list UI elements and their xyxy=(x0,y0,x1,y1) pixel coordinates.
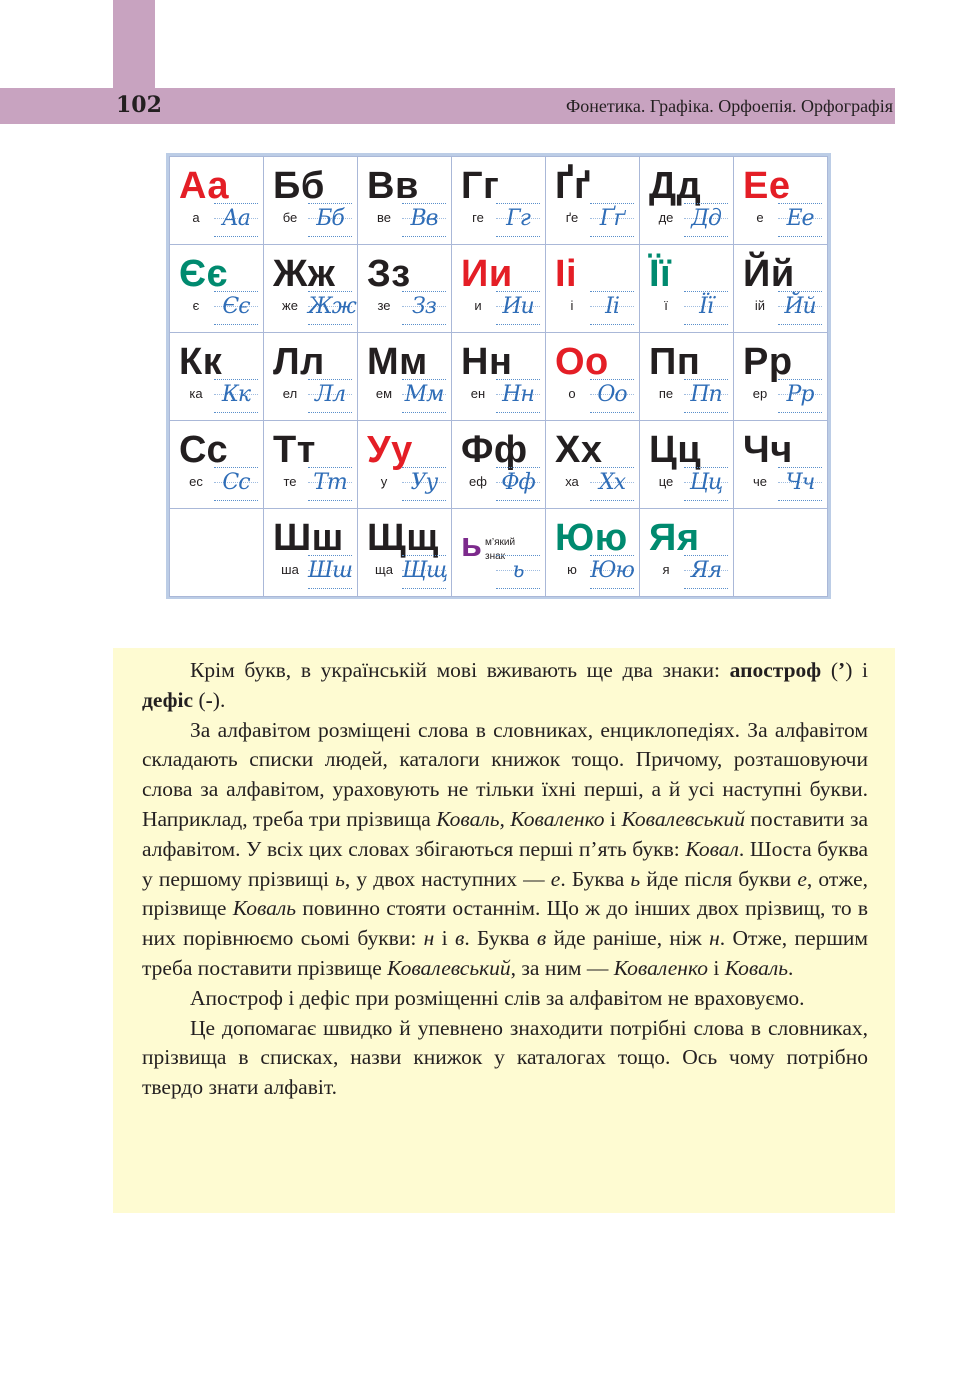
handwritten-letter-sample xyxy=(778,291,822,325)
paragraph-signs xyxy=(142,656,868,716)
alphabet-cell xyxy=(264,421,358,509)
handwritten-letter-sample xyxy=(684,203,728,237)
alphabet-cell xyxy=(358,157,452,245)
handwritten-letter-sample xyxy=(684,291,728,325)
text-run: ) і xyxy=(845,658,868,682)
letter-pair: Пп xyxy=(649,341,701,383)
text-run: . Шоста буква у першому прізвищі xyxy=(142,836,868,891)
handwritten-letter-text: Ґґ xyxy=(599,206,625,231)
text-run: . Буква xyxy=(560,866,631,891)
handwritten-letter-text: Кк xyxy=(221,382,251,407)
italic-term: Коваленко xyxy=(613,955,708,980)
letter-name: бе xyxy=(282,210,298,225)
letter-name: ес xyxy=(189,474,203,489)
handwritten-letter-sample xyxy=(778,467,822,501)
italic-term: Ковал xyxy=(685,836,739,861)
paragraph-apostrophe-hyphen xyxy=(142,984,868,1014)
handwritten-letter-sample xyxy=(496,467,540,501)
letter-name: ел xyxy=(282,386,298,401)
alphabet-cell xyxy=(640,245,734,333)
handwritten-letter-sample xyxy=(308,555,352,589)
handwritten-letter-text: Дд xyxy=(691,206,721,231)
text-run: , за ним — xyxy=(510,955,614,980)
handwritten-letter-text: ь xyxy=(512,558,524,583)
letter-name: же xyxy=(282,298,298,313)
alphabet-cell xyxy=(734,421,828,509)
letter-pair: Тт xyxy=(273,429,316,471)
handwritten-letter-sample xyxy=(496,291,540,325)
handwritten-letter-text: Щщ xyxy=(402,558,448,583)
alphabet-cell xyxy=(452,421,546,509)
alphabet-cell xyxy=(264,509,358,597)
text-run: Апостроф і дефіс при розміщенні слів за алфавітом не враховуємо. xyxy=(190,985,805,1010)
handwritten-letter-text: Вв xyxy=(410,206,438,231)
alphabet-cell xyxy=(546,333,640,421)
text-run: і xyxy=(707,955,725,980)
handwritten-letter-text: Нн xyxy=(502,382,534,407)
handwritten-letter-text: Ии xyxy=(502,294,534,319)
text-run: Це допомагає швидко й упевнено знаходити потрібні слова в словниках, прізвища в списках, назви книжок у каталогах тощо. Ось чому потрібно твердо знати алфавіт. xyxy=(142,1015,868,1100)
text-run: і xyxy=(604,806,622,831)
letter-pair: Зз xyxy=(367,253,411,295)
alphabet-cell xyxy=(546,157,640,245)
letter-name: ер xyxy=(752,386,768,401)
handwritten-letter-text: Яя xyxy=(690,558,722,583)
alphabet-cell xyxy=(170,509,264,597)
text-run: поставити за алфавітом. У всіх цих словах збігаються перші п’ять букв: xyxy=(142,806,868,861)
text-run: йде раніше, ніж xyxy=(546,926,710,951)
alphabet-cell xyxy=(264,245,358,333)
handwritten-letter-text: Жж xyxy=(308,294,356,319)
alphabet-cell xyxy=(452,333,546,421)
letter-name: те xyxy=(283,474,297,489)
handwritten-letter-text: Фф xyxy=(501,470,535,495)
letter-name: пе xyxy=(658,386,674,401)
letter-pair: Чч xyxy=(743,429,793,471)
handwritten-letter-text: Зз xyxy=(412,294,436,319)
letter-name: де xyxy=(658,210,674,225)
alphabet-cell xyxy=(640,421,734,509)
alphabet-cell xyxy=(640,509,734,597)
letter-pair: Іі xyxy=(555,253,578,295)
text-run: , отже, прізвище xyxy=(142,866,868,921)
handwritten-letter-sample xyxy=(590,291,634,325)
italic-term: в xyxy=(536,926,547,951)
alphabet-cell xyxy=(358,333,452,421)
alphabet-cell xyxy=(452,245,546,333)
letter-pair: Аа xyxy=(179,165,230,207)
bold-term: дефіс xyxy=(142,687,194,712)
handwritten-letter-sample xyxy=(684,379,728,413)
italic-term: н xyxy=(709,926,720,951)
handwritten-letter-sample xyxy=(778,203,822,237)
letter-pair: Уу xyxy=(367,429,413,471)
letter-name: ій xyxy=(754,298,766,313)
letter-name: є xyxy=(192,298,200,313)
text-run: ). xyxy=(212,687,226,712)
letter-name: ем xyxy=(375,386,393,401)
alphabet-cell xyxy=(546,509,640,597)
italic-term: в xyxy=(454,926,465,951)
handwritten-letter-sample xyxy=(590,203,634,237)
letter-name: у xyxy=(380,474,388,489)
letter-pair: Фф xyxy=(461,429,528,471)
letter-pair: Мм xyxy=(367,341,428,383)
bold-term: ’ xyxy=(838,658,846,682)
alphabet-table xyxy=(166,153,831,599)
letter-name: еф xyxy=(469,474,487,489)
handwritten-letter-sample xyxy=(402,467,446,501)
handwritten-letter-text: Іі xyxy=(605,294,619,319)
letter-name: я xyxy=(662,562,670,577)
letter-pair: Рр xyxy=(743,341,793,383)
handwritten-letter-sample xyxy=(684,555,728,589)
handwritten-letter-sample xyxy=(590,555,634,589)
handwritten-letter-text: Сс xyxy=(222,470,250,495)
alphabet-cell xyxy=(734,509,828,597)
text-run: ( xyxy=(193,687,206,712)
letter-name: а xyxy=(192,210,200,225)
handwritten-letter-text: Оо xyxy=(597,382,627,407)
text-run: , у двох наступних — xyxy=(344,866,551,891)
handwritten-letter-text: Уу xyxy=(410,470,438,495)
handwritten-letter-sample xyxy=(308,467,352,501)
letter-name: че xyxy=(752,474,767,489)
handwritten-letter-text: Аа xyxy=(222,206,250,231)
handwritten-letter-text: Рр xyxy=(786,382,814,407)
handwritten-letter-text: Чч xyxy=(785,470,815,495)
letter-pair: Ее xyxy=(743,165,791,207)
letter-pair: Яя xyxy=(649,517,700,559)
handwritten-letter-text: Юю xyxy=(590,558,634,583)
text-run: і xyxy=(434,926,455,951)
letter-name: о xyxy=(568,386,576,401)
italic-term: ь xyxy=(630,866,641,891)
alphabet-cell xyxy=(264,157,358,245)
italic-term: н xyxy=(423,926,435,951)
alphabet-cell xyxy=(734,157,828,245)
alphabet-cell xyxy=(358,245,452,333)
handwritten-letter-sample xyxy=(308,379,352,413)
handwritten-letter-sample xyxy=(402,203,446,237)
handwritten-letter-sample xyxy=(496,555,540,589)
letter-name: ю xyxy=(567,562,577,577)
letter-pair: Шш xyxy=(273,517,344,559)
handwritten-letter-sample xyxy=(308,291,356,325)
handwritten-letter-sample xyxy=(590,467,634,501)
handwritten-letter-sample xyxy=(308,203,352,237)
bold-term: апостроф xyxy=(729,658,822,682)
handwritten-letter-sample xyxy=(214,291,258,325)
italic-term: Ковалевський xyxy=(387,955,511,980)
italic-term: е xyxy=(797,866,807,891)
letter-name: е xyxy=(756,210,764,225)
running-title: Фонетика. Графіка. Орфоепія. Орфографія xyxy=(566,96,893,116)
letter-pair: Бб xyxy=(273,165,325,207)
letter-pair: Жж xyxy=(273,253,336,295)
italic-term: Коваль, Коваленко xyxy=(436,806,605,831)
letter-name: зе xyxy=(377,298,391,313)
text-run: . Буква xyxy=(464,926,537,951)
handwritten-letter-text: Її xyxy=(699,294,713,319)
letter-pair: Юю xyxy=(555,517,628,559)
handwritten-letter-text: Йй xyxy=(784,294,816,319)
text-run: Крім букв, в українській мові вживають ще два знаки: xyxy=(190,658,730,682)
alphabet-cell xyxy=(546,421,640,509)
italic-term: е xyxy=(550,866,561,891)
paragraph-alphabet-order xyxy=(142,716,868,984)
letter-name: ща xyxy=(375,562,393,577)
handwritten-letter-text: Тт xyxy=(313,470,347,495)
soft-sign-note-line: м’який xyxy=(485,537,516,548)
text-block xyxy=(113,648,895,1213)
handwritten-letter-text: Гг xyxy=(506,206,530,231)
letter-name: ша xyxy=(281,562,299,577)
letter-pair: Ии xyxy=(461,253,513,295)
handwritten-letter-sample xyxy=(496,379,540,413)
letter-name: ї xyxy=(664,298,668,313)
alphabet-cell xyxy=(452,509,546,597)
italic-term: Коваль xyxy=(724,955,789,980)
italic-term: Ковалевський xyxy=(621,806,745,831)
alphabet-cell xyxy=(170,421,264,509)
letter-name: ве xyxy=(377,210,391,225)
letter-pair: Оо xyxy=(555,341,609,383)
handwritten-letter-text: Шш xyxy=(308,558,352,583)
alphabet-cell xyxy=(170,245,264,333)
letter-name: ґе xyxy=(565,210,579,225)
handwritten-letter-sample xyxy=(402,555,446,589)
letter-pair: Нн xyxy=(461,341,513,383)
handwritten-letter-text: Ее xyxy=(786,206,814,231)
handwritten-letter-sample xyxy=(778,379,822,413)
text-run: ( xyxy=(821,658,839,682)
letter-pair: Її xyxy=(649,253,672,295)
text-run: йде після букви xyxy=(640,866,798,891)
letter-pair: Йй xyxy=(743,253,795,295)
alphabet-cell xyxy=(640,157,734,245)
letter-pair: Гг xyxy=(461,165,500,207)
letter-pair: Цц xyxy=(649,429,702,471)
alphabet-cell xyxy=(358,509,452,597)
paragraph-conclusion xyxy=(142,1014,868,1103)
letter-pair: Кк xyxy=(179,341,223,383)
letter-pair: Дд xyxy=(649,165,702,207)
letter-name: це xyxy=(658,474,674,489)
handwritten-letter-text: Пп xyxy=(690,382,722,407)
alphabet-cell xyxy=(170,157,264,245)
text-run: повинно стояти останнім. Що ж до інших двох прізвищ, то в них порівнюємо сьомі букви: xyxy=(142,896,868,951)
handwritten-letter-text: Мм xyxy=(404,382,444,407)
italic-term: ь xyxy=(335,866,345,891)
text-run: За алфавітом розміщені слова в словниках, енциклопедіях. За алфавітом складають списки людей, каталоги книжок тощо. Причому, розташовуючи слова за алфавітом, ураховують не тільки їхні перші, а й усі наступні букви. Наприклад, треба три прізвища xyxy=(142,717,868,831)
handwritten-letter-sample xyxy=(214,203,258,237)
handwritten-letter-sample xyxy=(214,467,258,501)
alphabet-cell xyxy=(546,245,640,333)
handwritten-letter-text: Цц xyxy=(689,470,723,495)
letter-pair: Вв xyxy=(367,165,419,207)
handwritten-letter-sample xyxy=(402,379,446,413)
handwritten-letter-text: Єє xyxy=(222,294,250,319)
letter-pair: Єє xyxy=(179,253,229,295)
handwritten-letter-sample xyxy=(214,379,258,413)
letter-name: ха xyxy=(565,474,579,489)
letter-pair: Ґґ xyxy=(555,165,592,207)
alphabet-cell xyxy=(170,333,264,421)
letter-name: и xyxy=(474,298,482,313)
alphabet-cell xyxy=(734,245,828,333)
text-run: . Отже, першим треба поставити прізвище xyxy=(142,926,868,980)
letter-pair: Щщ xyxy=(367,517,439,559)
soft-sign-note-line: знак xyxy=(485,551,506,562)
letter-name: ка xyxy=(189,386,203,401)
italic-term: Коваль xyxy=(232,896,297,921)
alphabet-cell xyxy=(358,421,452,509)
bold-term: - xyxy=(205,687,213,712)
handwritten-letter-text: Хх xyxy=(598,470,626,495)
handwritten-letter-sample xyxy=(496,203,540,237)
letter-pair: Лл xyxy=(273,341,325,383)
alphabet-cell xyxy=(640,333,734,421)
page-number: 102 xyxy=(116,92,162,118)
letter-name: ен xyxy=(470,386,486,401)
alphabet-cell xyxy=(264,333,358,421)
alphabet-cell xyxy=(734,333,828,421)
handwritten-letter-sample xyxy=(402,291,446,325)
letter-pair: ь xyxy=(461,526,483,564)
handwritten-letter-sample xyxy=(590,379,634,413)
text-run: . xyxy=(788,955,794,980)
letter-pair: Хх xyxy=(555,429,603,471)
letter-name: ге xyxy=(472,210,484,225)
letter-pair: Сс xyxy=(179,429,229,471)
handwritten-letter-text: Лл xyxy=(314,382,346,407)
alphabet-cell xyxy=(452,157,546,245)
letter-name: і xyxy=(570,298,574,313)
handwritten-letter-sample xyxy=(684,467,728,501)
handwritten-letter-text: Бб xyxy=(316,206,344,231)
